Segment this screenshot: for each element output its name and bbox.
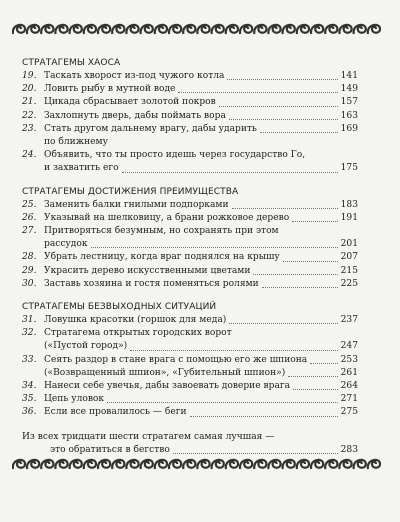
toc-entry	[22, 96, 358, 109]
toc-entry	[22, 278, 358, 291]
entry-page: 261	[340, 367, 358, 378]
entry-title: Объявить, что ты просто идешь через государство Го,	[44, 150, 306, 161]
entry-number: 20.	[22, 84, 37, 95]
spiral-ornament	[126, 460, 138, 469]
entry-title-cont: («Возвращенный шпион», «Губительный шпион»)	[44, 367, 286, 378]
entry-title-cont: рассудок	[44, 239, 88, 250]
entry-page: 237	[340, 315, 358, 326]
spiral-ornament	[283, 25, 295, 34]
entry-title: Ловить рыбу в мутной воде	[44, 84, 176, 95]
toc-entry	[22, 225, 358, 238]
entry-title: Таскать хворост из-под чужого котла	[44, 71, 225, 81]
final-line-1: Из всех тридцати шести стратагем самая лучшая —	[22, 431, 275, 442]
entry-title: Ловушка красотки (горшок для меда)	[44, 315, 227, 326]
entry-page: 264	[340, 381, 358, 392]
spiral-ornament	[141, 25, 153, 34]
spiral-ornament	[197, 25, 209, 34]
entry-page: 201	[340, 239, 358, 250]
final-page: 283	[340, 444, 358, 455]
spiral-ornament	[55, 460, 67, 469]
toc-entry	[22, 406, 358, 419]
toc-entry	[22, 354, 358, 367]
entry-number: 25.	[22, 199, 37, 210]
entry-number: 35.	[22, 394, 37, 405]
entry-number: 30.	[22, 278, 37, 289]
bottom-ornament-border	[12, 455, 388, 473]
spiral-ornament	[226, 460, 238, 469]
entry-number: 26.	[22, 212, 37, 223]
toc-entry	[22, 380, 358, 393]
entry-number: 21.	[22, 97, 37, 108]
entry-title: Сеять раздор в стане врага с помощью его же шпиона	[44, 354, 308, 365]
section-title: СТРАТАГЕМЫ ХАОСА	[22, 58, 121, 68]
entry-page: 157	[340, 97, 358, 108]
section-title: СТРАТАГЕМЫ ДОСТИЖЕНИЯ ПРЕИМУЩЕСТВА	[22, 186, 239, 197]
spiral-ornament	[126, 25, 138, 34]
entry-title: Цикада сбрасывает золотой покров	[44, 97, 216, 108]
entry-title: Цепь уловок	[44, 394, 105, 405]
entry-page: 149	[340, 84, 358, 95]
toc-entry	[22, 314, 358, 327]
table-of-contents	[22, 58, 358, 457]
spiral-ornament	[84, 25, 96, 34]
final-line-2: это обратиться в бегство	[50, 444, 170, 455]
entry-page: 253	[340, 354, 358, 365]
spiral-ornament	[169, 25, 181, 34]
spiral-ornament	[41, 25, 53, 34]
spiral-ornament	[41, 460, 53, 469]
entry-number: 33.	[22, 354, 37, 365]
spiral-ornament	[112, 25, 124, 34]
spiral-ornament	[13, 460, 25, 469]
spiral-ornament	[297, 25, 309, 34]
toc-entry	[22, 265, 358, 278]
entry-title: Захлопнуть дверь, дабы поймать вора	[44, 110, 226, 121]
entry-title: Притворяться безумным, но сохранять при этом	[44, 226, 279, 237]
entry-number: 27.	[22, 226, 37, 237]
entry-page: 169	[340, 123, 358, 134]
entry-page: 275	[340, 407, 358, 418]
entry-number: 28.	[22, 252, 37, 263]
spiral-ornament	[354, 25, 366, 34]
entry-page: 183	[340, 199, 358, 210]
entry-page: 271	[340, 394, 358, 405]
toc-entry	[22, 251, 358, 264]
entry-title-cont: («Пустой город»)	[44, 341, 128, 352]
toc-entry	[22, 149, 358, 162]
entry-number: 23.	[22, 123, 37, 134]
spiral-ornament	[311, 25, 323, 34]
spiral-ornament	[268, 460, 280, 469]
spiral-ornament	[254, 25, 266, 34]
spiral-ornament	[325, 460, 337, 469]
entry-page: 191	[340, 212, 358, 223]
top-ornament-border	[12, 20, 388, 38]
spiral-ornament	[197, 460, 209, 469]
spiral-ornament	[339, 25, 351, 34]
spiral-ornament	[183, 460, 195, 469]
toc-entry	[22, 199, 358, 212]
toc-entry	[22, 110, 358, 123]
entry-title: Указывай на шелковицу, а брани рожковое дерево	[44, 212, 290, 223]
toc-entry	[22, 70, 358, 83]
spiral-ornament	[183, 25, 195, 34]
toc-entry	[22, 212, 358, 225]
entry-page: 163	[340, 110, 358, 121]
entry-title: Украсить дерево искусственными цветами	[44, 265, 251, 276]
entry-number: 19.	[22, 71, 37, 81]
section-title: СТРАТАГЕМЫ БЕЗВЫХОДНЫХ СИТУАЦИЙ	[22, 302, 217, 313]
spiral-ornament	[112, 460, 124, 469]
spiral-ornament	[98, 25, 110, 34]
spiral-ornament	[141, 460, 153, 469]
entry-page: 141	[340, 71, 358, 81]
spiral-ornament	[27, 460, 39, 469]
entry-page: 215	[340, 265, 358, 276]
spiral-ornament	[169, 460, 181, 469]
final-entry	[22, 431, 358, 457]
entry-number: 36.	[22, 407, 37, 418]
entry-title-cont: по ближнему	[44, 137, 108, 148]
entry-page: 207	[340, 252, 358, 263]
spiral-ornament	[84, 460, 96, 469]
spiral-ornament	[70, 460, 82, 469]
entry-page: 247	[340, 341, 358, 352]
entry-number: 24.	[22, 150, 37, 161]
entry-number: 31.	[22, 315, 37, 326]
entry-title: Нанеси себе увечья, дабы завоевать доверие врага	[44, 381, 291, 392]
entry-page: 225	[340, 278, 358, 289]
entry-title: Заменить балки гнилыми подпорками	[44, 199, 229, 210]
spiral-ornament	[155, 460, 167, 469]
spiral-ornament	[212, 25, 224, 34]
spiral-ornament	[297, 460, 309, 469]
entry-title: Убрать лестницу, когда враг поднялся на крышу	[44, 252, 280, 263]
spiral-ornament	[240, 25, 252, 34]
spiral-ornament	[283, 460, 295, 469]
spiral-ornament	[268, 25, 280, 34]
spiral-ornament	[155, 25, 167, 34]
spiral-ornament	[339, 460, 351, 469]
entry-number: 32.	[22, 328, 37, 339]
spiral-ornament	[98, 460, 110, 469]
entry-number: 22.	[22, 110, 37, 121]
entry-title-cont: и захватить его	[44, 163, 119, 174]
section-desperate	[22, 302, 358, 420]
section-chaos	[22, 58, 358, 176]
entry-title: Заставь хозяина и гостя поменяться ролями	[44, 278, 259, 289]
spiral-ornament	[325, 25, 337, 34]
spiral-ornament	[212, 460, 224, 469]
entry-title: Стать другом дальнему врагу, дабы ударить	[44, 123, 257, 134]
section-advantage	[22, 187, 358, 291]
toc-entry	[22, 123, 358, 136]
spiral-ornament	[368, 25, 380, 34]
entry-number: 34.	[22, 381, 37, 392]
spiral-ornament	[254, 460, 266, 469]
spiral-ornament	[55, 25, 67, 34]
entry-title: Если все провалилось — беги	[44, 407, 187, 418]
spiral-ornament	[226, 25, 238, 34]
toc-entry	[22, 83, 358, 96]
spiral-ornament	[368, 460, 380, 469]
spiral-ornament	[354, 460, 366, 469]
spiral-ornament	[311, 460, 323, 469]
spiral-ornament	[27, 25, 39, 34]
entry-title: Стратагема открытых городских ворот	[44, 328, 232, 339]
spiral-ornament	[70, 25, 82, 34]
spiral-ornament	[240, 460, 252, 469]
toc-entry	[22, 393, 358, 406]
entry-page: 175	[340, 163, 358, 174]
entry-number: 29.	[22, 265, 37, 276]
toc-entry	[22, 327, 358, 340]
spiral-ornament	[13, 25, 25, 34]
